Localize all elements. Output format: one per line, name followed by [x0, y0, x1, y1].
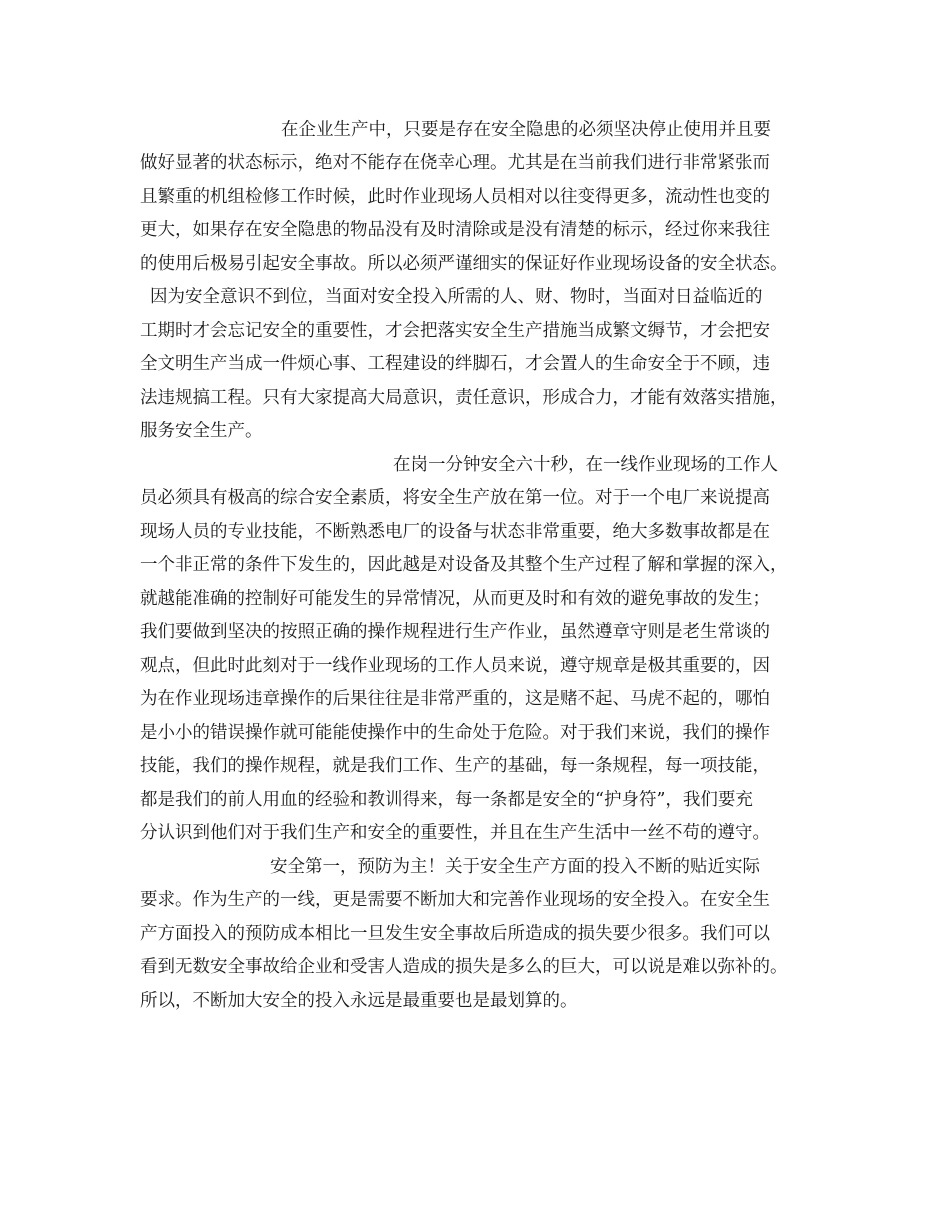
text-line: 法违规搞工程。只有大家提高大局意识，责任意识，形成合力，才能有效落实措施，: [140, 388, 788, 408]
text-line: 技能，我们的操作规程，就是我们工作、生产的基础，每一条规程，每一项技能，: [140, 756, 770, 776]
text-line: 为在作业现场违章操作的后果往往是非常严重的，这是赌不起、马虎不起的，哪怕: [140, 689, 770, 709]
text-line: 在企业生产中，只要是存在安全隐患的必须坚决停止使用并且要: [281, 120, 771, 140]
text-line: 观点，但此时此刻对于一线作业现场的工作人员来说，遵守规章是极其重要的，因: [140, 656, 770, 676]
text-line: 产方面投入的预防成本相比一旦发生安全事故后所造成的损失要少很多。我们可以: [140, 924, 770, 944]
text-line: 都是我们的前人用血的经验和教训得来，每一条都是安全的“护身符”，我们要充: [140, 790, 753, 810]
text-line: 分认识到他们对于我们生产和安全的重要性，并且在生产生活中一丝不苟的遵守。: [140, 823, 770, 843]
text-line: 在岗一分钟安全六十秒，在一线作业现场的工作人: [393, 455, 778, 475]
text-line: 因为安全意识不到位，当面对安全投入所需的人、财、物时，当面对日益临近的: [150, 287, 763, 307]
text-line: 现场人员的专业技能，不断熟悉电厂的设备与状态非常重要，绝大多数事故都是在: [140, 522, 770, 542]
text-line: 服务安全生产。: [140, 421, 263, 441]
text-line: 做好显著的状态标示，绝对不能存在侥幸心理。尤其是在当前我们进行非常紧张而: [140, 153, 770, 173]
text-line: 是小小的错误操作就可能能使操作中的生命处于危险。对于我们来说，我们的操作: [140, 723, 770, 743]
text-line: 看到无数安全事故给企业和受害人造成的损失是多么的巨大，可以说是难以弥补的。: [140, 957, 788, 977]
text-line: 工期时才会忘记安全的重要性，才会把落实安全生产措施当成繁文缛节，才会把安: [140, 321, 770, 341]
text-line: 要求。作为生产的一线，更是需要不断加大和完善作业现场的安全投入。在安全生: [140, 890, 770, 910]
text-line: 安全第一，预防为主！关于安全生产方面的投入不断的贴近实际: [270, 857, 760, 877]
text-line: 且繁重的机组检修工作时候，此时作业现场人员相对以往变得更多，流动性也变的: [140, 187, 770, 207]
text-line: 一个非正常的条件下发生的，因此越是对设备及其整个生产过程了解和掌握的深入，: [140, 555, 788, 575]
text-line: 全文明生产当成一件烦心事、工程建设的绊脚石，才会置人的生命安全于不顾，违: [140, 354, 770, 374]
text-line: 就越能准确的控制好可能发生的异常情况，从而更及时和有效的避免事故的发生；: [140, 589, 770, 609]
text-line: 员必须具有极高的综合安全素质，将安全生产放在第一位。对于一个电厂来说提高: [140, 488, 770, 508]
text-line: 的使用后极易引起安全事故。所以必须严谨细实的保证好作业现场设备的安全状态。: [140, 254, 788, 274]
text-line: 更大，如果存在安全隐患的物品没有及时清除或是没有清楚的标示，经过你来我往: [140, 220, 770, 240]
text-line: 所以，不断加大安全的投入永远是最重要也是最划算的。: [140, 991, 578, 1011]
text-line: 我们要做到坚决的按照正确的操作规程进行生产作业，虽然遵章守则是老生常谈的: [140, 622, 770, 642]
